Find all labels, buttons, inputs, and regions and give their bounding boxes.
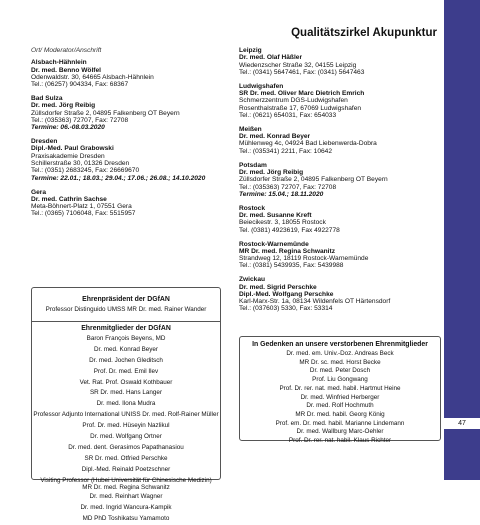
entry-address-line: Karl-Marx-Str. 1a, 08134 Wildenfels OT Härtensdorf <box>239 298 391 306</box>
honorary-member: Dr. med. Wolfgang Ortner <box>90 433 162 441</box>
right-column <box>239 47 439 319</box>
qz-entry <box>239 276 439 291</box>
memorial-box <box>239 336 441 445</box>
box-divider <box>32 321 220 322</box>
entry-moderator: MR Dr. med. Regina Schwanitz <box>239 247 335 255</box>
qz-entry <box>31 59 221 88</box>
entry-moderator: Dr. med. Jörg Reibig <box>31 102 96 110</box>
entry-address-line: Tel.: (06257) 904334, Fax: 68367 <box>31 81 129 89</box>
memorial-member: Dr. med. em. Univ.-Doz. Andreas Beck <box>286 350 394 357</box>
entry-city: Alsbach-Hähnlein <box>31 59 87 67</box>
memorial-title: In Gedenken an unsere verstorbenen Ehrenmitglieder <box>252 341 428 348</box>
entry-city: Rostock-Warnemünde <box>239 240 309 248</box>
memorial-member: Dr. med. Wallburg Marc-Oehler <box>296 428 384 436</box>
honorary-member: Prof. Dr. med. Emil Ilev <box>93 367 159 375</box>
memorial-members-list <box>240 350 440 446</box>
entry-moderator: Dipl.-Med. Paul Grabowski <box>31 145 114 153</box>
entry-moderator: Dipl.-Med. Wolfgang Perschke <box>239 290 334 298</box>
honorary-member: Dr. med. Reinhart Wagner <box>89 493 163 501</box>
left-column <box>31 47 221 224</box>
entry-moderator: SR Dr. med. Oliver Marc Dietrich Emrich <box>239 90 365 98</box>
entry-address-line: Mühlenweg 4c, 04924 Bad Liebenwerda-Dobra <box>239 140 377 148</box>
qz-entry <box>31 138 221 182</box>
honorary-member: Dr. med. dent. Gerasimos Papathanasiou <box>68 443 184 451</box>
entry-address-line: Rosenthalstraße 17, 67069 Ludwigshafen <box>239 104 362 112</box>
left-entry-list <box>31 59 221 217</box>
honorary-president: Professor Distinguido UMSS MR Dr. med. Rainer Wander <box>45 306 207 313</box>
entry-address-line: Praxisakademie Dresden <box>31 152 105 160</box>
entry-address-line: Odenwaldstr. 30, 64665 Alsbach-Hähnlein <box>31 73 154 81</box>
memorial-member: MR Dr. med. habil. Georg König <box>295 410 385 418</box>
entry-city: Meißen <box>239 125 262 133</box>
qz-entry <box>239 291 439 313</box>
entry-moderator: Dr. med. Cathrin Sachse <box>31 195 107 203</box>
honorary-member: Dipl.-Med. Reinald Poetzschner <box>81 465 171 473</box>
entry-city: Zwickau <box>239 276 266 284</box>
memorial-member: Prof. Liu Gongwang <box>312 376 368 384</box>
entry-address-line: Tel.: (035363) 72707, Fax: 72708 <box>31 116 129 124</box>
honorary-members-title: Ehrenmitglieder der DGfAN <box>81 324 171 332</box>
entry-address-line: Schmerzzentrum DGS-Ludwigshafen <box>239 97 348 105</box>
entry-moderator: Dr. med. Olaf Häßler <box>239 54 303 62</box>
honorary-member: Baron François Beyens, MD <box>86 334 166 342</box>
honorary-member: Professor Adjunto International UNISS Dr. med. Rolf-Rainer Müller <box>33 411 219 419</box>
qz-entry <box>239 205 439 234</box>
honorary-member: Dr. med. Ilona Mudra <box>96 400 156 408</box>
entry-city: Rostock <box>239 204 266 212</box>
entry-moderator: Dr. med. Susanne Kreft <box>239 212 312 220</box>
entry-city: Leipzig <box>239 47 262 54</box>
honorary-members-box <box>31 287 221 522</box>
qz-entry <box>239 241 439 270</box>
right-entry-list <box>239 47 439 313</box>
qz-entry <box>239 83 439 119</box>
memorial-member: Dr. med. Winfried Herberger <box>300 393 380 401</box>
entry-moderator: Dr. med. Sigrid Perschke <box>239 283 317 291</box>
page-number: 47 <box>444 418 480 429</box>
entry-city: Bad Sulza <box>31 95 63 103</box>
column-label: Ort/ Moderator/Anschrift <box>31 47 102 54</box>
entry-address-line: Tel.: (035363) 72707, Fax: 72708 <box>239 183 337 191</box>
honorary-member: Dr. med. Konrad Beyer <box>93 345 159 353</box>
entry-address-line: Meta-Böhnert-Platz 1, 07551 Gera <box>31 203 132 211</box>
memorial-member: Dr. med. Peter Dosch <box>309 367 371 375</box>
entry-city: Potsdam <box>239 161 267 169</box>
entry-moderator: Dr. med. Benno Wölfel <box>31 66 101 74</box>
entry-moderator: Dr. med. Jörg Reibig <box>239 168 304 176</box>
memorial-member: MR Dr. sc. med. Horst Becke <box>299 358 381 366</box>
entry-dates: Termine: 22.01.; 18.03.; 29.04.; 17.06.; 26.08.; 14.10.2020 <box>31 174 206 182</box>
entry-address-line: Tel.: (037603) 5330, Fax: 53314 <box>239 305 333 313</box>
honorary-member: Vet. Rat. Prof. Oswald Kothbauer <box>79 378 173 386</box>
honorary-members-list <box>32 334 220 525</box>
entry-address-line: Tel.: (0621) 654031, Fax: 654033 <box>239 111 337 119</box>
honorary-member: SR Dr. med. Hans Langer <box>89 389 163 397</box>
honorary-member: Prof. Dr. med. Hüseyin Nazlikul <box>82 422 170 430</box>
side-color-bar <box>444 0 480 480</box>
qz-entry <box>239 126 439 155</box>
honorary-member: MD PhD Toshikatsu Yamamoto <box>82 514 170 522</box>
entry-address-line: Tel.: (0351) 2683245, Fax: 26669670 <box>31 167 140 175</box>
entry-city: Ludwigshafen <box>239 82 284 90</box>
entry-city: Gera <box>31 188 47 196</box>
entry-address-line: Tel.: (0381) 5439935, Fax: 5439988 <box>239 262 344 270</box>
entry-address-line: Beiecikestr. 3, 18055 Rostock <box>239 219 326 227</box>
entry-address-line: Schillerstraße 30, 01326 Dresden <box>31 160 130 168</box>
memorial-member: Prof. Dr. rer. nat. med. habil. Hartmut Heine <box>279 384 401 392</box>
entry-dates: Termine: 06.-08.03.2020 <box>31 124 105 132</box>
entry-address-line: Tel. (0381) 4923619, Fax 4922778 <box>239 226 340 234</box>
page-title: Qualitätszirkel Akupunktur <box>291 27 437 39</box>
entry-address-line: Strandweg 12, 18119 Rostock-Warnemünde <box>239 255 369 263</box>
honorary-member: Visiting Professor (Hubei Universität für Chinesische Medizin) MR Dr. med. Regina Schwanitz <box>40 476 212 491</box>
qz-entry <box>239 162 439 198</box>
honorary-president-title: Ehrenpräsident der DGfAN <box>82 296 170 303</box>
qz-entry <box>31 189 221 218</box>
memorial-member: Dr. med. Rolf Hochmuth <box>306 402 374 410</box>
entry-dates: Termine: 15.04.; 18.11.2020 <box>239 190 324 198</box>
memorial-member: Prof. em. Dr. med. habil. Marianne Lindemann <box>275 419 405 427</box>
entry-address-line: Tel.: (035341) 2211, Fax: 10642 <box>239 147 332 155</box>
honorary-member: Dr. med. Jochen Gleditsch <box>89 356 163 364</box>
entry-address-line: Züllsdorfer Straße 2, 04895 Falkenberg OT Beyern <box>31 109 180 117</box>
entry-moderator: Dr. med. Konrad Beyer <box>239 133 311 141</box>
honorary-member: Dr. med. Ingrid Wancura-Kampik <box>80 504 172 511</box>
entry-city: Dresden <box>31 138 58 146</box>
honorary-member: SR Dr. med. Otfried Perschke <box>84 454 168 462</box>
memorial-member: Prof. Dr. rer. nat. habil. Klaus Richter <box>288 437 392 445</box>
entry-address-line: Züllsdorfer Straße 2, 04895 Falkenberg OT Beyern <box>239 176 388 184</box>
entry-address-line: Tel.: (0365) 7106048, Fax: 5515957 <box>31 210 136 218</box>
entry-address-line: Tel.: (0341) 5647461, Fax: (0341) 5647463 <box>239 68 365 76</box>
qz-entry <box>31 95 221 131</box>
qz-entry <box>239 47 439 76</box>
entry-address-line: Wiedenzscher Straße 32, 04155 Leipzig <box>239 61 357 69</box>
